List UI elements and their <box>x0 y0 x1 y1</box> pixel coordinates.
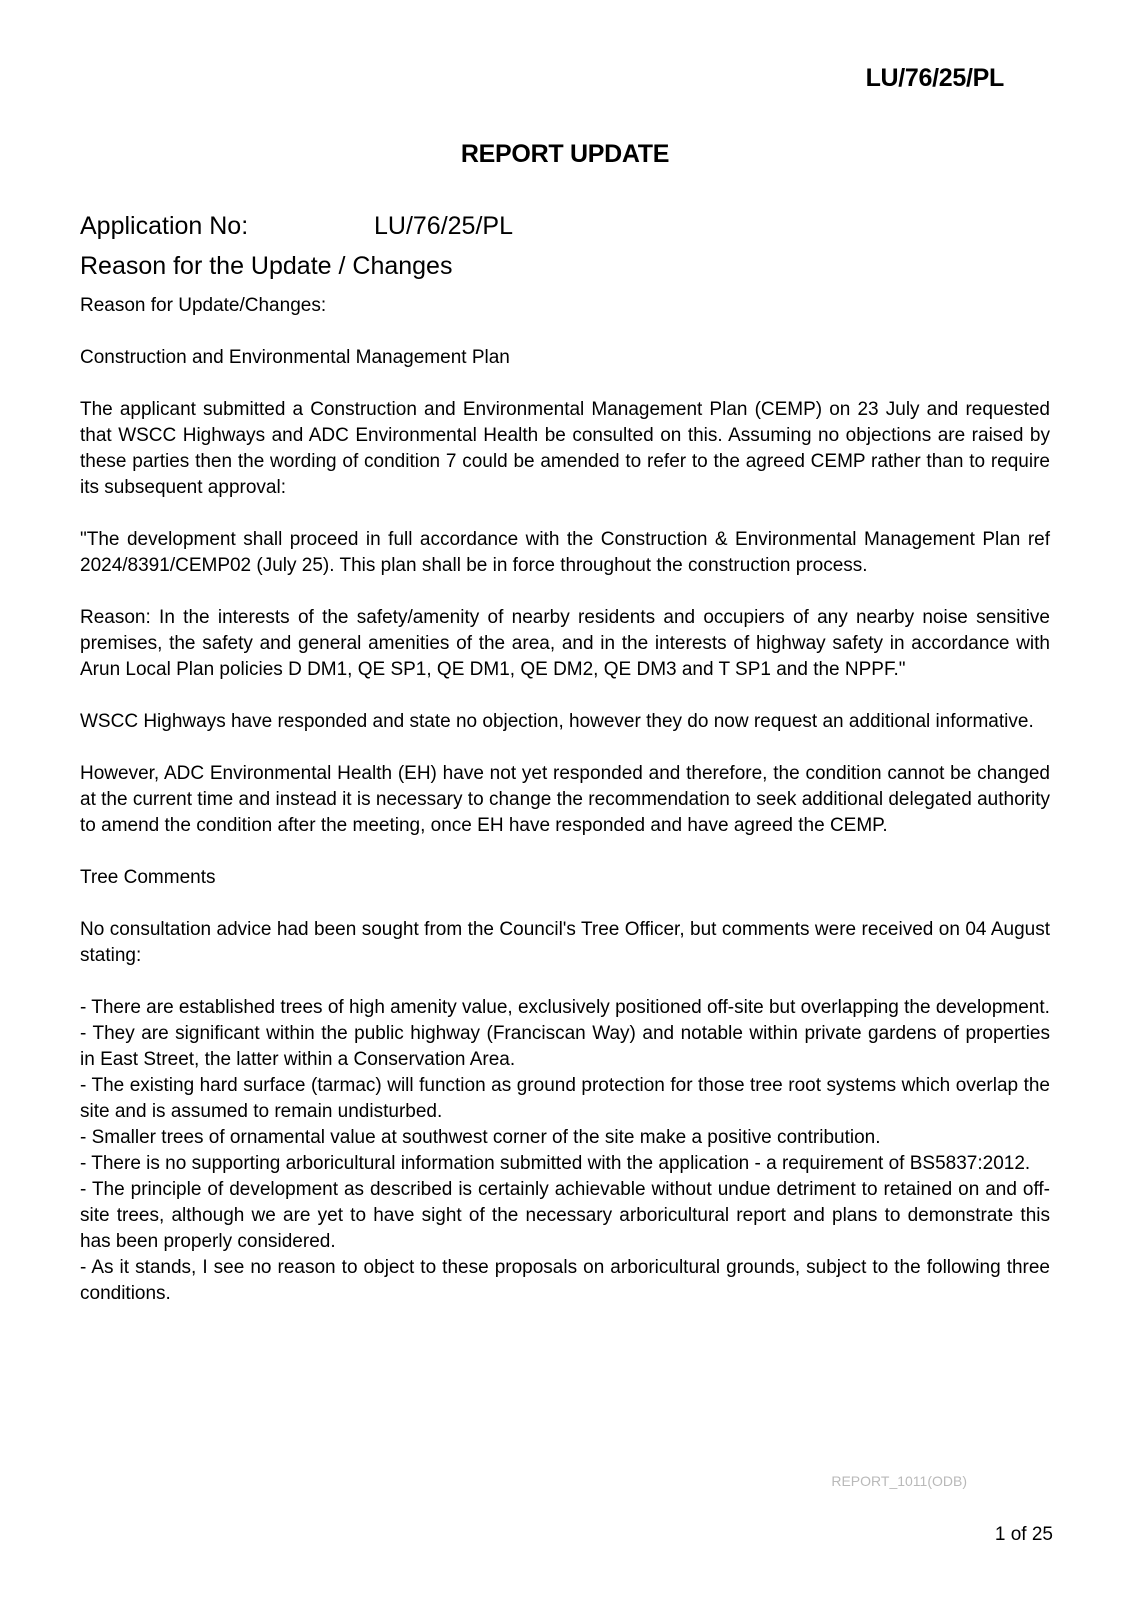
intro-label: Reason for Update/Changes: <box>80 295 327 316</box>
list-item: - They are significant within the public highway (Franciscan Way) and notable within private gardens of properties in East Street, the latter within a Conservation Area. <box>80 1023 1050 1070</box>
reference-code: LU/76/25/PL <box>865 64 1004 92</box>
cemp-heading: Construction and Environmental Management Plan <box>80 347 510 368</box>
application-number-row <box>80 212 513 241</box>
condition-reason: Reason: In the interests of the safety/amenity of nearby residents and occupiers of any nearby noise sensitive premises, the safety and general amenities of the area, and in the interests of highway safety in accordance with Arun Local Plan policies D DM1, QE SP1, QE DM1, QE DM2, QE DM3 and T SP1 and the NPPF." <box>80 607 1050 680</box>
highways-response: WSCC Highways have responded and state no objection, however they do now request an additional informative. <box>80 711 1034 732</box>
list-item: - Smaller trees of ornamental value at southwest corner of the site make a positive contribution. <box>80 1127 881 1148</box>
tree-intro: No consultation advice had been sought from the Council's Tree Officer, but comments were received on 04 August stating: <box>80 919 1050 966</box>
page-title: REPORT UPDATE <box>460 140 670 168</box>
reason-heading: Reason for the Update / Changes <box>80 252 453 280</box>
cemp-paragraph: The applicant submitted a Construction and Environmental Management Plan (CEMP) on 23 July and requested that WSCC Highways and ADC Environmental Health be consulted on this. Assuming no objections are raised by these parties then the wording of condition 7 could be amended to refer to the agreed CEMP rather than to require its subsequent approval: <box>80 399 1050 498</box>
application-number-label: Application No: <box>80 212 249 240</box>
tree-comments-list <box>80 995 1050 1307</box>
list-item: - The principle of development as described is certainly achievable without undue detriment to retained on and off-site trees, although we are yet to have sight of the necessary arboricultural report and plans to demonstrate this has been properly considered. <box>80 1179 1050 1252</box>
report-body <box>80 293 1050 1307</box>
eh-response: However, ADC Environmental Health (EH) have not yet responded and therefore, the condition cannot be changed at the current time and instead it is necessary to change the recommendation to seek additional delegated authority to amend the condition after the meeting, once EH have responded and have agreed the CEMP. <box>80 763 1050 836</box>
page-number: 1 of 25 <box>994 1524 1053 1545</box>
list-item: - There is no supporting arboricultural information submitted with the application - a requirement of BS5837:2012. <box>80 1153 1031 1174</box>
condition-quote: "The development shall proceed in full accordance with the Construction & Environmental Management Plan ref 2024/8391/CEMP02 (July 25). This plan shall be in force throughout the construction process. <box>80 529 1050 576</box>
tree-heading: Tree Comments <box>80 867 216 888</box>
report-code-footer: REPORT_1011(ODB) <box>831 1473 967 1489</box>
list-item: - There are established trees of high amenity value, exclusively positioned off-site but overlapping the development. <box>80 997 1050 1018</box>
list-item: - As it stands, I see no reason to object to these proposals on arboricultural grounds, subject to the following three conditions. <box>80 1257 1050 1304</box>
application-number-value: LU/76/25/PL <box>374 212 513 240</box>
list-item: - The existing hard surface (tarmac) will function as ground protection for those tree root systems which overlap the site and is assumed to remain undisturbed. <box>80 1075 1050 1122</box>
